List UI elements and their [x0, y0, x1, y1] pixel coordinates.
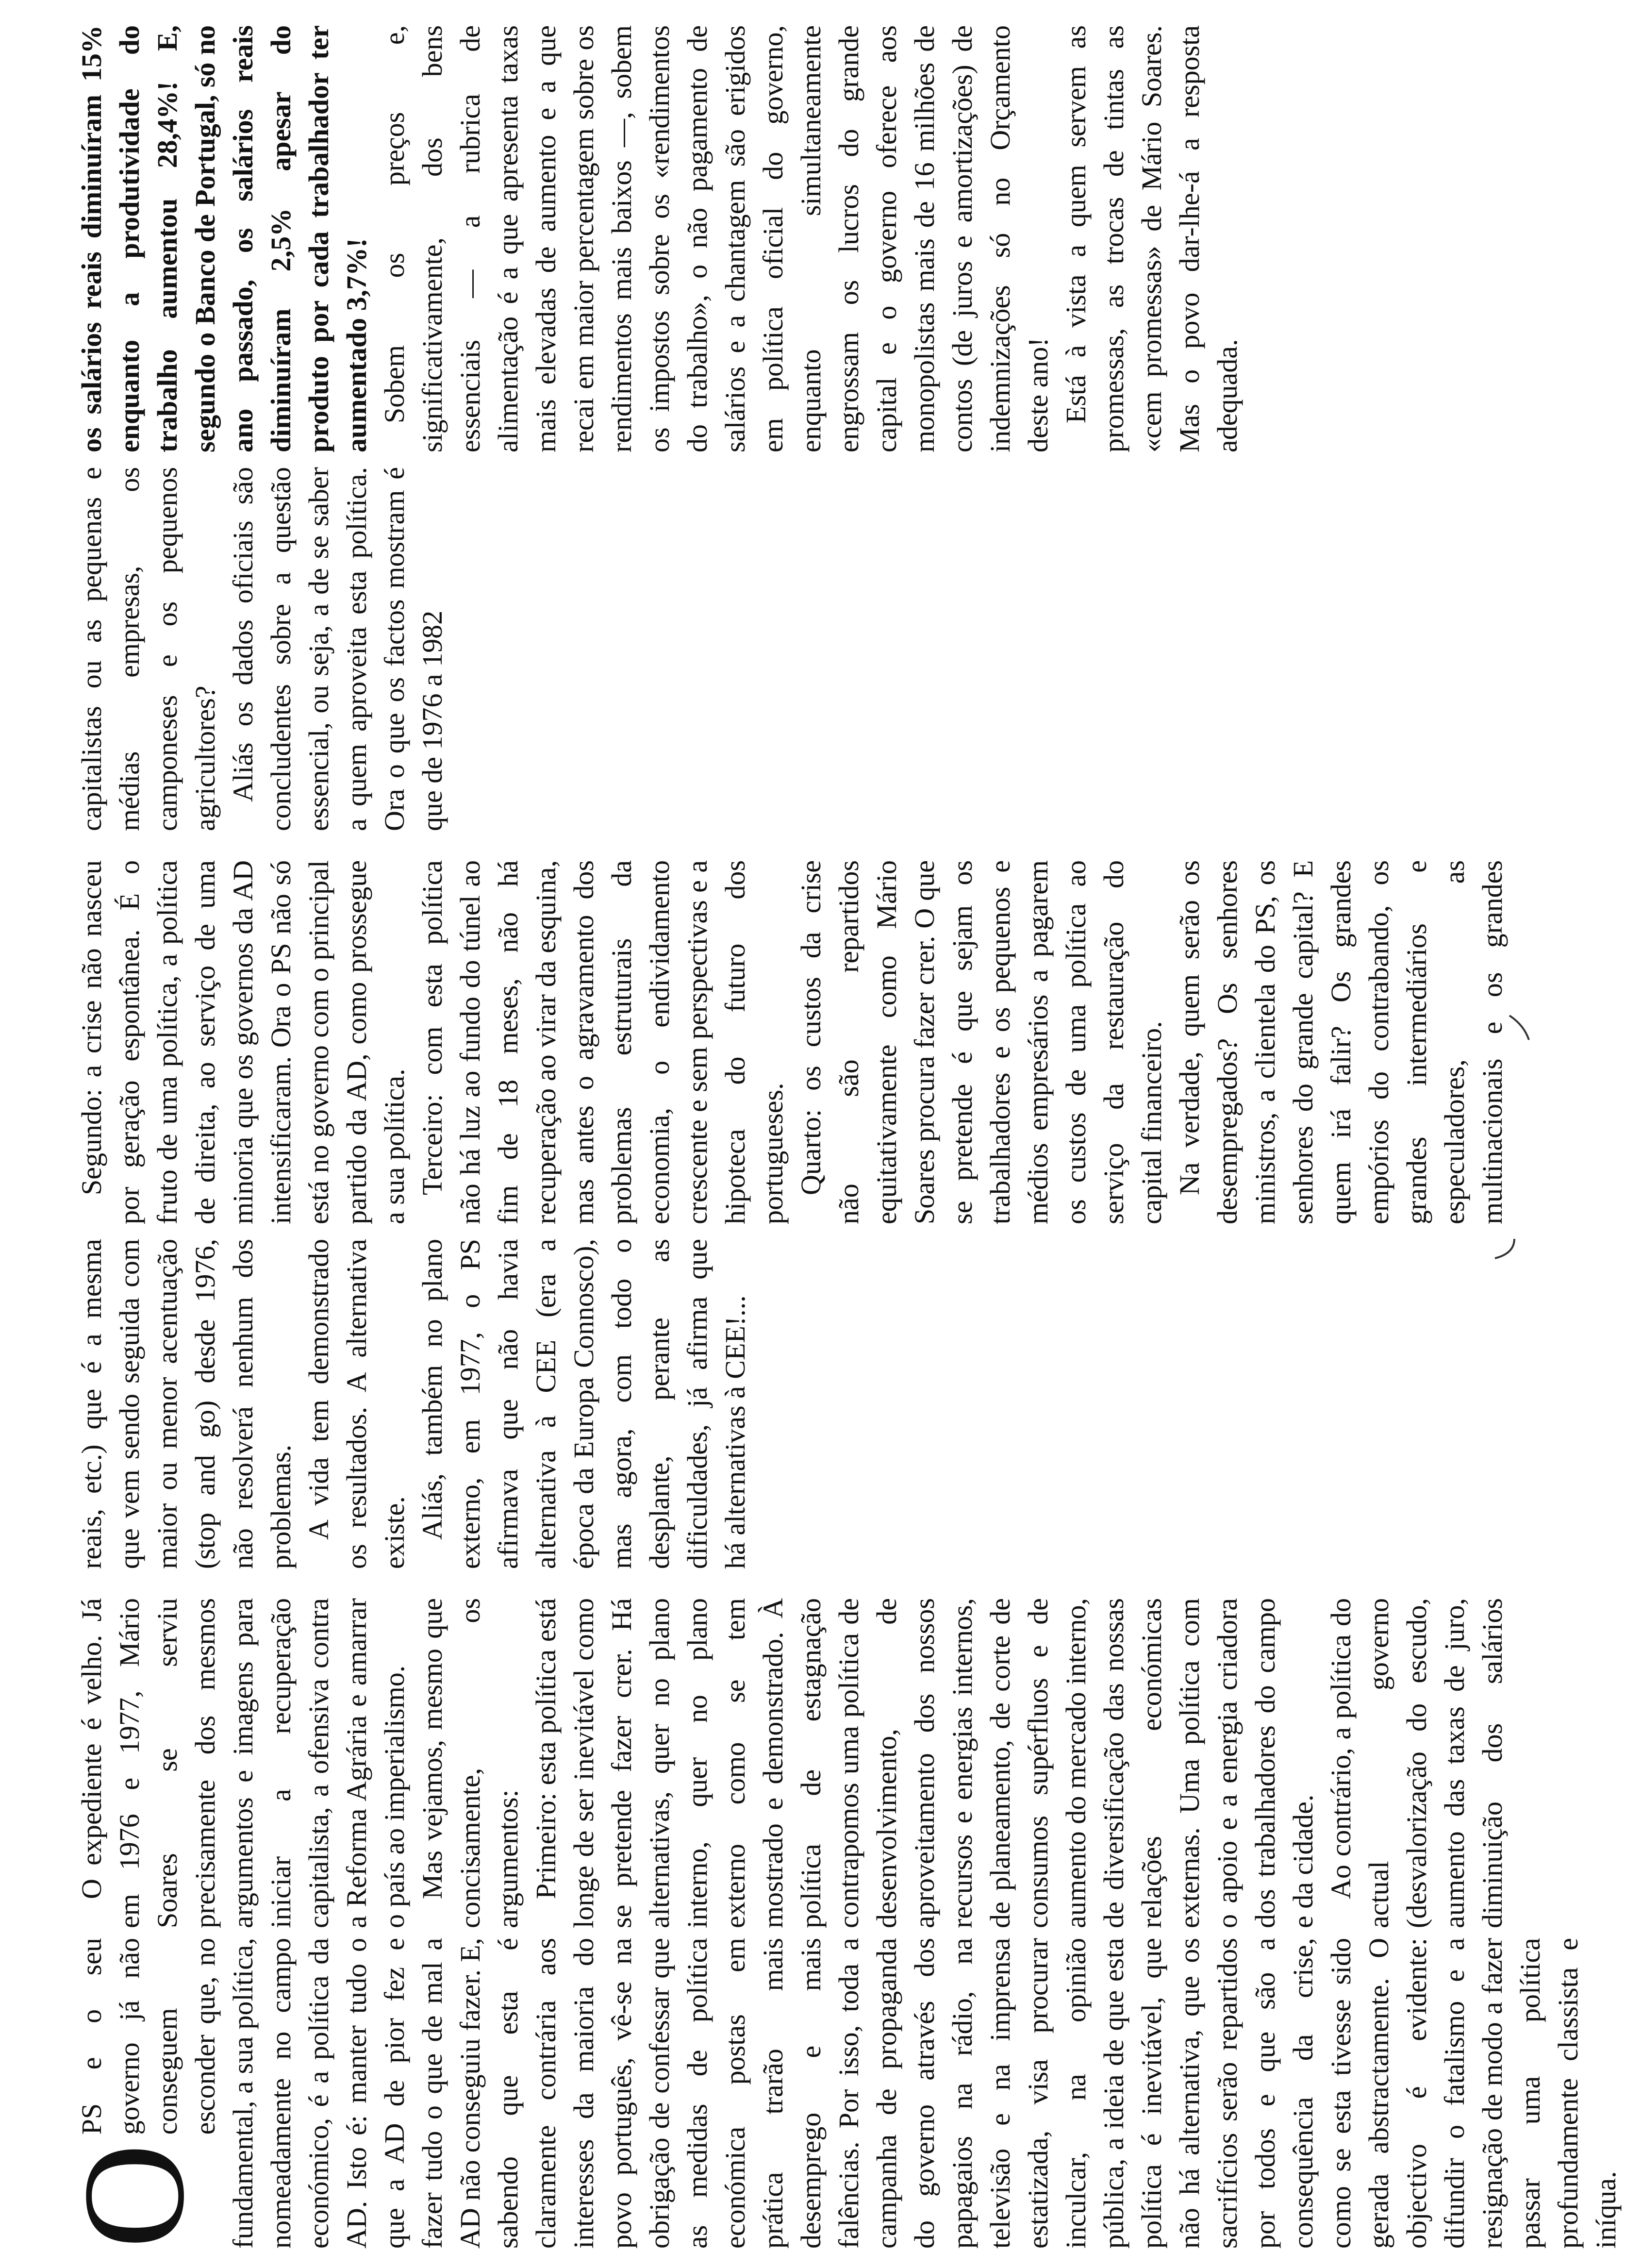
paragraph-terceiro: Terceiro: com esta política não há luz ao fundo do túnel ao fim de 18 meses, não há recuperação ao virar da esquina, mas antes o agravamento dos problemas estruturais da economia, o endividamento crescente e sem perspectivas e a hipoteca do futuro dos portugueses. [416, 860, 789, 1224]
paragraph-alias-cee: Aliás, também no plano externo, em 1977, o PS afirmava que não havia alternativa à CEE (era a época da Europa Connosco), mas agora, com todo o desplante, perante as dificuldades, já afirma que há alternativas à CEE!... [416, 1239, 751, 1569]
paragraph-ao-contrario: Ao contrário, a política do actual governo (desvalorização do escudo, aumento das taxas de juro, diminuição dos salários reais, etc.) que é a mesma que vem sendo seguida com maior ou menor acentuação (stop and go) desde 1976, não resolverá nenhum dos problemas. [76, 1239, 1508, 1928]
paragraph-sobem: Sobem os preços e, significativamente, dos bens essenciais — a rubrica de alimentação é a que apresenta taxas mais elevadas de aumento e a que recai em maior percentagem sobre os rendimentos mais baixos —, sobem os impostos sobre os «rendimentos do trabalho», o não pagamento de salários e a chantagem são erigidos em política oficial do governo, enquanto simultaneamente engrossam os lucros do grande capital e o governo oferece aos monopolistas mais de 16 milhões de contos (de juros e amortizações) de indemnizações só no Orçamento deste ano! [379, 25, 1054, 452]
article-column-1 [53, 1938, 1625, 2249]
article-column-2 [73, 1239, 1529, 1928]
paragraph-a-vida: A vida tem demonstrado os resultados. A alternativa existe. [303, 1239, 410, 1569]
paragraph-segundo: Segundo: a crise não nasceu por geração espontânea. É o fruto de uma política, a política de direita, ao serviço de uma minoria que os governos da AD intensificaram. Ora o PS não só está no governo com o principal partido da AD, como prossegue a sua política. [76, 860, 410, 1224]
paragraph-expediente: O expediente é velho. Já em 1976 e 1977, Mário Soares se serviu precisamente dos mesmos argumentos e imagens para iniciar a recuperação capitalista, a ofensiva contra a Reforma Agrária e amarrar o país ao imperialismo. [76, 1598, 410, 1928]
paragraph-na-verdade: Na verdade, quem serão os desempregados? Os senhores ministros, a clientela do PS, os senhores do grande capital? E quem irá falir? Os grandes empórios do contrabando, os grandes intermediários e especuladores, as multinacionais e os grandes capitalistas ou as pequenas e médias empresas, os camponeses e os pequenos agricultores? [76, 467, 1508, 1224]
paragraph-vejamos: Mas vejamos, mesmo que concisamente, os argumentos: [416, 1598, 524, 1928]
article-column-4 [73, 25, 1529, 452]
paragraph-esta-a-vista: Está à vista a quem servem as promessas, as trocas de tintas as «cem promessas» de Mário Soares. Mas o povo dar-lhe-á a resposta adequada. [1060, 25, 1243, 452]
paragraph-quarto: Quarto: os custos da crise não são repartidos equitativamente como Mário Soares procura fazer crer. O que se pretende é que sejam os trabalhadores e os pequenos e médios empresários a pagarem os custos de uma política ao serviço da restauração do capital financeiro. [795, 860, 1167, 1224]
intro-paragraph: PS e o seu governo já não conseguem esconder que, no fundamental, a sua política, nomeadamente no campo económico, é a política da AD. Isto é: manter tudo o que a AD de pior fez e fazer tudo o que de mal a AD não conseguiu fazer. E, sabendo que esta é claramente contrária aos interesses da maioria do povo português, vê-se na obrigação de confessar que as medidas de política económica postas em prática trarão mais desemprego e mais falências. Por isso, toda a campanha de propaganda do governo através dos papagaios na rádio, na televisão e na imprensa estatizada, visa procurar inculcar, na opinião pública, a ideia de que esta política é inevitável, que não há alternativa, que os sacrifícios serão repartidos por todos e que são a consequência da crise, como se esta tivesse sido gerada abstractamente. O objectivo é evidente: difundir o fatalismo e a resignação de modo a fazer passar uma política profundamente classista e iníqua. [76, 1938, 1622, 2249]
paragraph-alias-dados: Aliás os dados oficiais são concludentes sobre a questão essencial, ou seja, a de se saber a quem aproveita esta política. Ora o que os factos mostram é que de 1976 a 1982 [227, 467, 448, 831]
paragraph-primeiro: Primeiro: esta política está longe de ser inevitável como se pretende fazer crer. Há alternativas, quer no plano interno, quer no plano externo como se tem mostrado e demonstrado. À política de estagnação contrapomos uma política de desenvolvimento, de aproveitamento dos nossos recursos e energias internos, de planeamento, de corte de consumos supérfluos e de aumento do mercado interno, de diversificação das nossas relações económicas externas. Uma política com o apoio e a energia criadora dos trabalhadores do campo e da cidade. [530, 1598, 1319, 1928]
drop-cap: O [53, 2143, 214, 2249]
article-column-3 [73, 467, 1529, 1224]
paragraph-salarios: os salários reais diminuíram 15% enquanto a produtividade do trabalho aumentou 28,4%! E, segundo o Banco de Portugal, só no ano passado, os salários reais diminuíram 2,5% apesar do produto por cada trabalhador ter aumentado 3,7%! [76, 25, 372, 452]
